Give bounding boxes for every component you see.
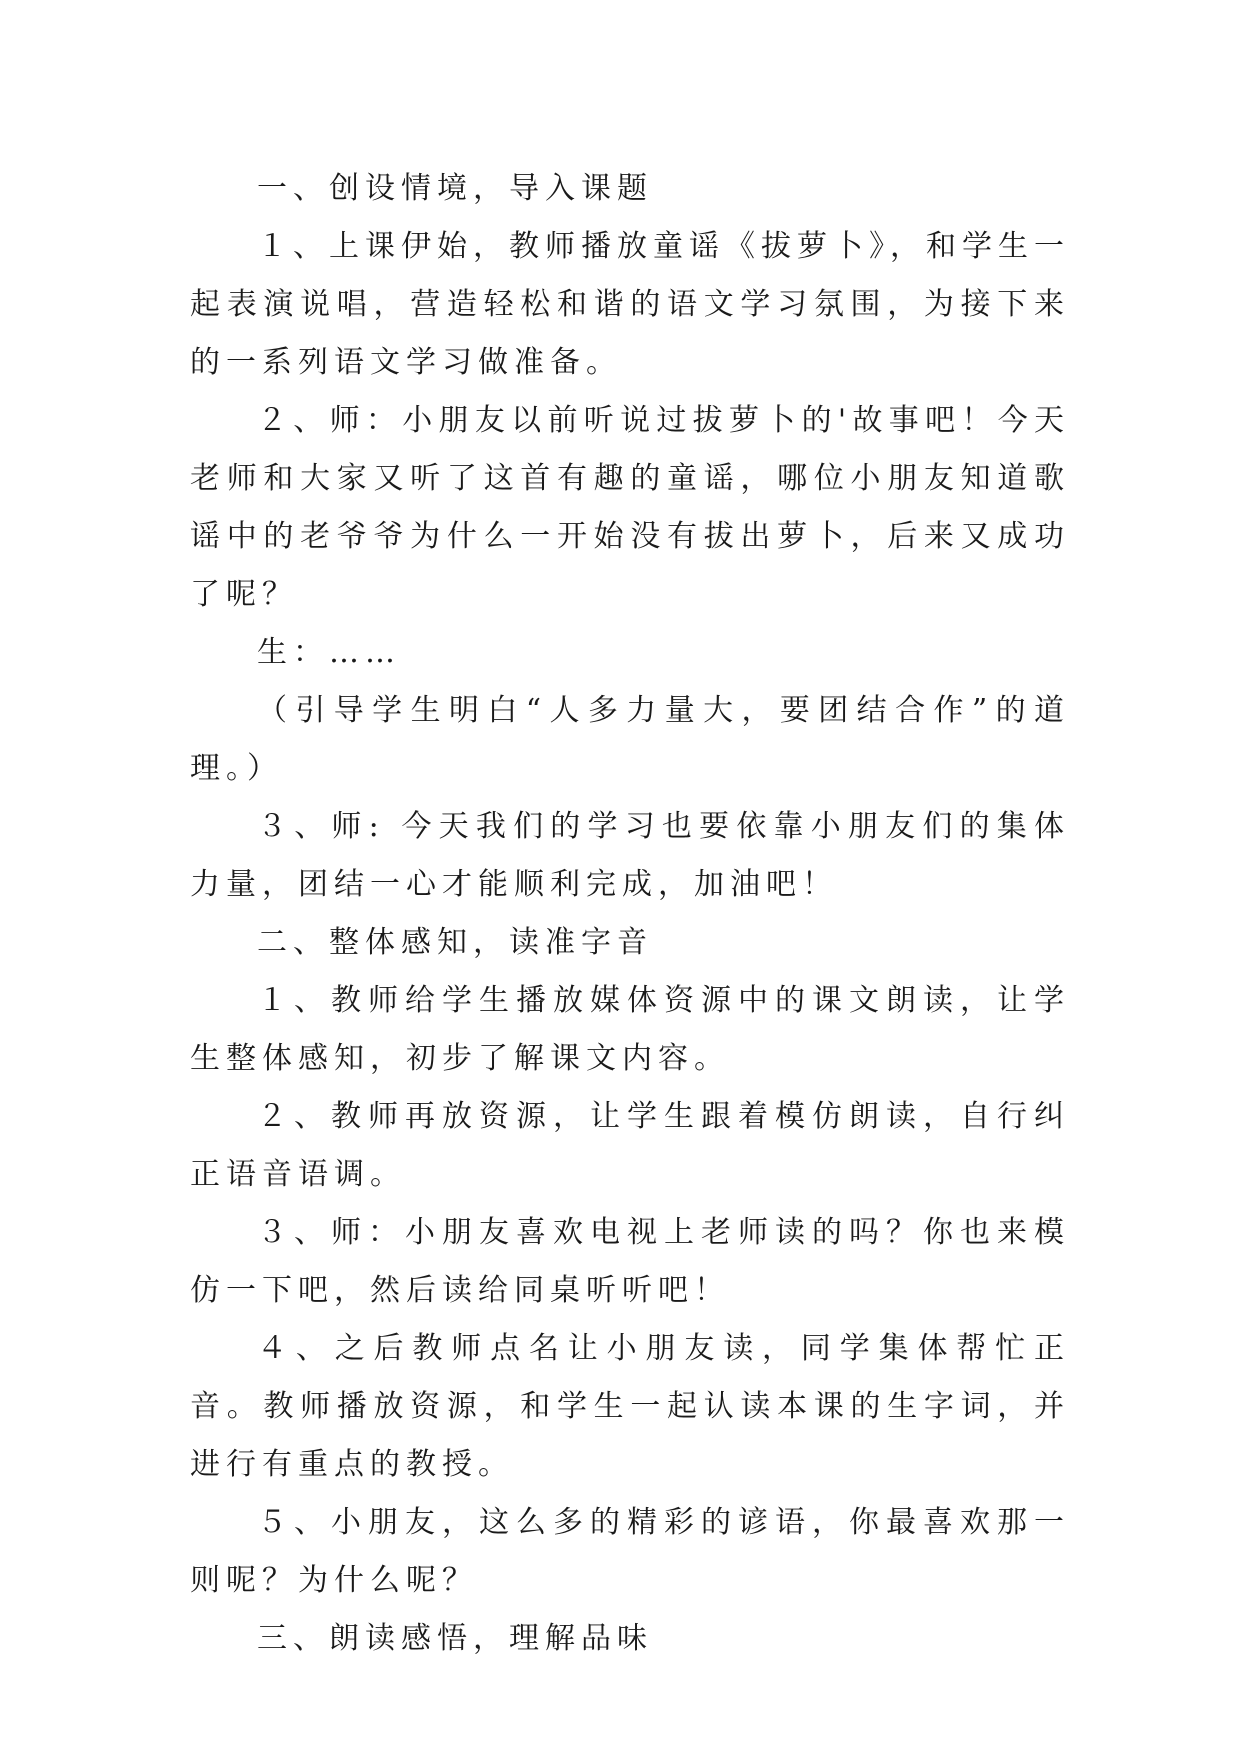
section-heading-2: 二、整体感知，读准字音 xyxy=(257,925,653,960)
paragraph-1-3: ３、师: 今天我们的学习也要依靠小朋友们的集体力量，团结一心才能顺利完成，加油吧！ xyxy=(190,809,1070,902)
paragraph-2-5: ５、小朋友，这么多的精彩的谚语，你最喜欢那一则呢？为什么呢？ xyxy=(190,1505,1070,1598)
paragraph-1-2: ２、师：小朋友以前听说过拔萝卜的'故事吧！今天老师和大家又听了这首有趣的童谣，哪位小朋友知道歌谣中的老爷爷为什么一开始没有拔出萝卜，后来又成功了呢？ xyxy=(190,403,1070,612)
paragraph-1-1: １、上课伊始，教师播放童谣《拔萝卜》，和学生一起表演说唱，营造轻松和谐的语文学习氛围，为接下来的一系列语文学习做准备。 xyxy=(190,229,1070,380)
paragraph-2-2: ２、教师再放资源，让学生跟着模仿朗读，自行纠正语音语调。 xyxy=(190,1099,1070,1192)
section-heading-1: 一、创设情境，导入课题 xyxy=(257,171,653,206)
paragraph-2-3: ３、师：小朋友喜欢电视上老师读的吗？你也来模仿一下吧，然后读给同桌听听吧！ xyxy=(190,1215,1070,1308)
paragraph-2-1: １、教师给学生播放媒体资源中的课文朗读，让学生整体感知，初步了解课文内容。 xyxy=(190,983,1070,1076)
guidance-note: （引导学生明白“人多力量大，要团结合作”的道理。） xyxy=(190,693,1070,786)
paragraph-2-4: ４、之后教师点名让小朋友读，同学集体帮忙正音。教师播放资源，和学生一起认读本课的生字词，并进行有重点的教授。 xyxy=(190,1331,1070,1482)
section-heading-3: 三、朗读感悟，理解品味 xyxy=(257,1621,653,1656)
student-response: 生：…… xyxy=(257,635,401,670)
document-body xyxy=(190,160,1070,1668)
